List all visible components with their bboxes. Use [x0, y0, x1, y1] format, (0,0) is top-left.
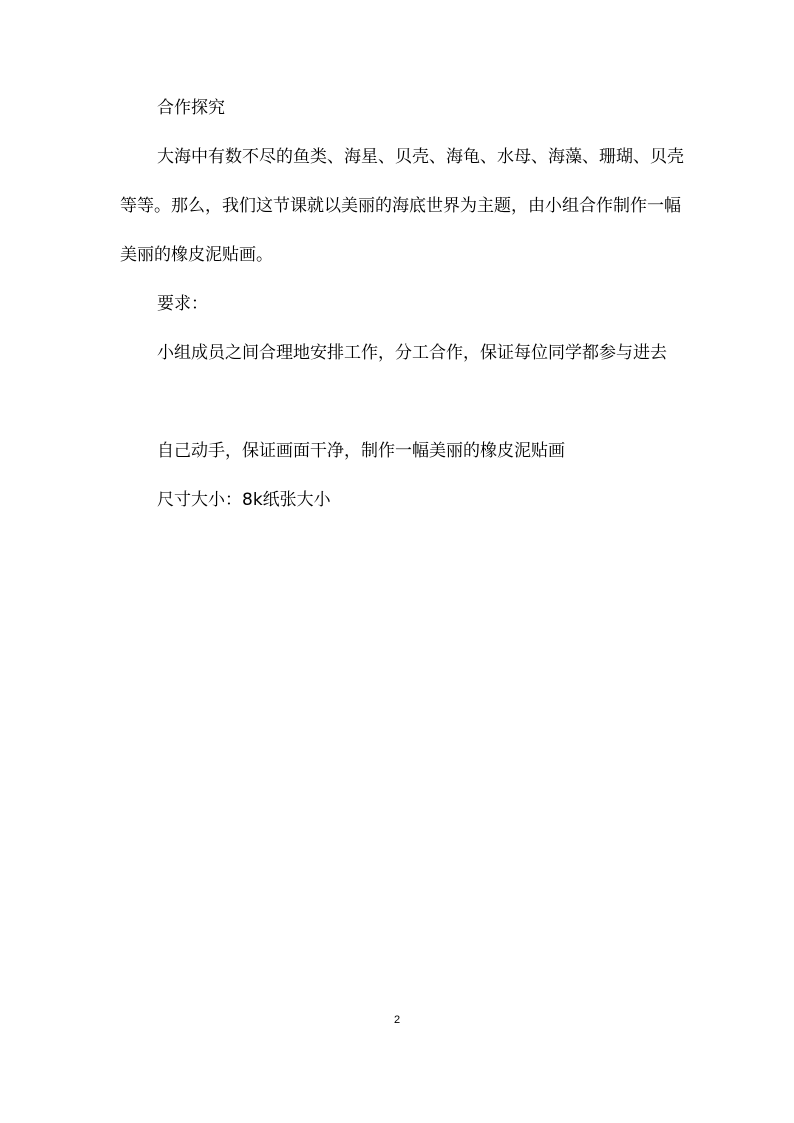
- page-number: 2: [393, 1014, 401, 1026]
- section-heading: 合作探究: [157, 98, 225, 118]
- intro-paragraph: 大海中有数不尽的鱼类、海星、贝壳、海龟、水母、海藻、珊瑚、贝壳等等。那么，我们这节课就以美丽的海底世界为主题，由小组合作制作一幅美丽的橡皮泥贴画。: [120, 147, 684, 265]
- size-requirement: 尺寸大小：8k纸张大小: [157, 490, 331, 510]
- requirements-label: 要求：: [157, 294, 208, 314]
- requirement-item-1: 小组成员之间合理地安排工作，分工合作，保证每位同学都参与进去: [157, 343, 667, 363]
- requirement-item-2: 自己动手，保证画面干净，制作一幅美丽的橡皮泥贴画: [157, 441, 565, 461]
